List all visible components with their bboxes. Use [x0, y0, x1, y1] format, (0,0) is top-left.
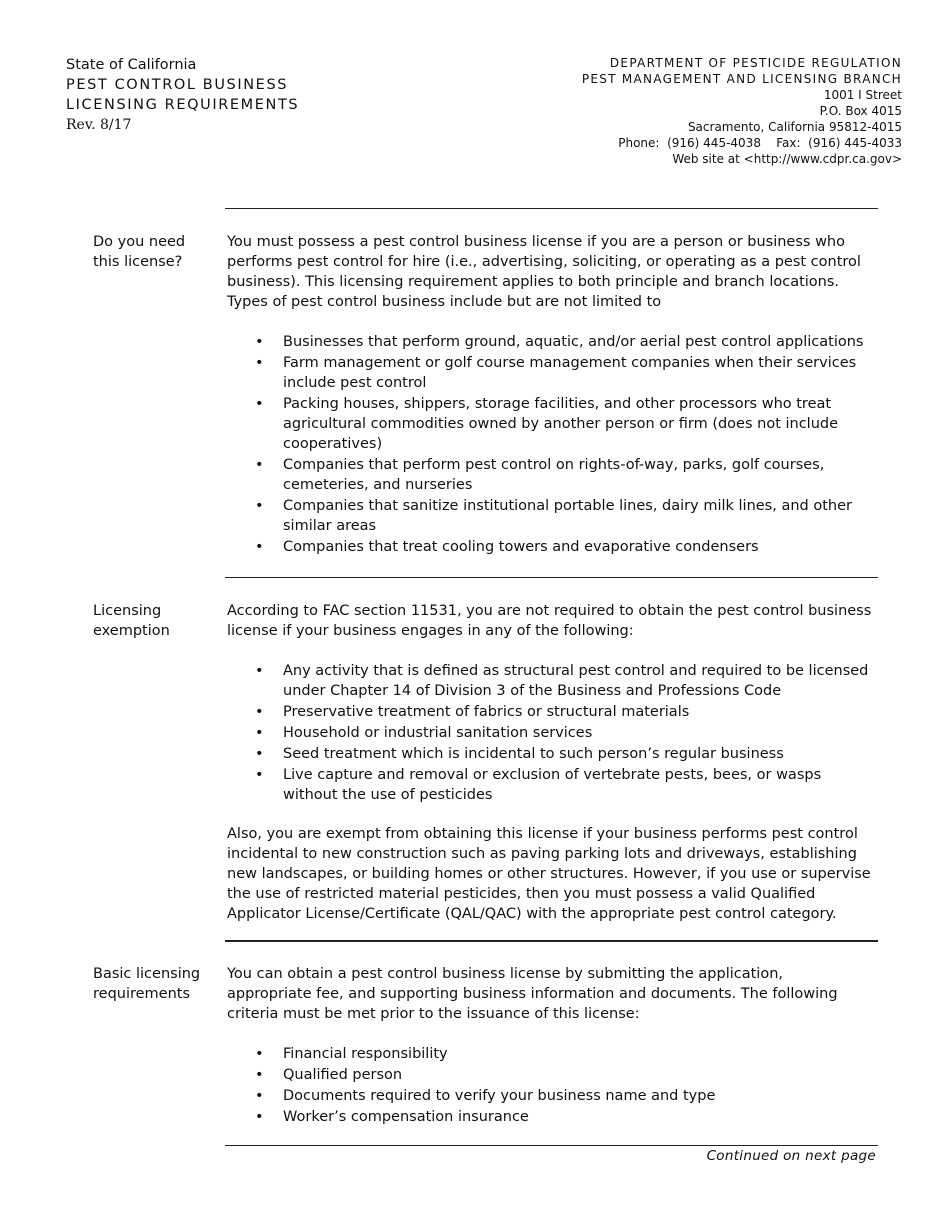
section-divider	[225, 577, 878, 578]
list-item: • Household or industrial sanitation services	[283, 723, 872, 743]
list-item: • Packing houses, shippers, storage facilities, and other processors who treat agricultural commodities owned by another person or firm (does not include cooperatives)	[283, 394, 872, 454]
bullet-list	[227, 332, 872, 557]
section-label: Basic licensing requirements	[93, 966, 201, 1002]
list-item: • Documents required to verify your business name and type	[283, 1086, 872, 1106]
section-divider	[225, 208, 878, 209]
city-state-zip: Sacramento, California 95812-4015	[687, 120, 902, 134]
website: Web site at <http://www.cdpr.ca.gov>	[672, 152, 902, 166]
phone-fax: Phone: (916) 445-4038 Fax: (916) 445-4033	[618, 136, 902, 150]
list-item: • Preservative treatment of fabrics or structural materials	[283, 702, 872, 722]
branch-name: PEST MANAGEMENT AND LICENSING BRANCH	[581, 72, 902, 86]
bullet-list	[227, 661, 872, 805]
header-right	[582, 55, 902, 167]
section-label: Licensing exemption	[93, 603, 170, 639]
list-item: • Live capture and removal or exclusion of vertebrate pests, bees, or wasps without the use of pesticides	[283, 765, 872, 805]
list-item: • Qualified person	[283, 1065, 872, 1085]
section-body	[227, 964, 872, 1128]
list-item: • Businesses that perform ground, aquatic, and/or aerial pest control applications	[283, 332, 872, 352]
section-intro: You can obtain a pest control business license by submitting the application, appropriate fee, and supporting business information and documents. The following criteria must be met prior to the issuance of this license:	[227, 966, 838, 1022]
list-item: • Any activity that is defined as structural pest control and required to be licensed under Chapter 14 of Division 3 of the Business and Professions Code	[283, 661, 872, 701]
document-title-line-2: LICENSING REQUIREMENTS	[66, 97, 300, 113]
list-item: • Companies that sanitize institutional portable lines, dairy milk lines, and other similar areas	[283, 496, 872, 536]
state-name: State of California	[66, 57, 197, 73]
list-item: • Financial responsibility	[283, 1044, 872, 1064]
department-name: DEPARTMENT OF PESTICIDE REGULATION	[609, 56, 902, 70]
revision-date: Rev. 8/17	[66, 117, 132, 133]
section-label: Do you need this license?	[93, 234, 186, 270]
header-left	[66, 55, 299, 135]
list-item: • Farm management or golf course management companies when their services include pest control	[283, 353, 872, 393]
po-box: P.O. Box 4015	[819, 104, 902, 118]
section-intro: You must possess a pest control business license if you are a person or business who performs pest control for hire (i.e., advertising, soliciting, or operating as a pest control business). This licensing requirement applies to both principle and branch locations. Types of pest control business include but are not limited to	[227, 234, 861, 310]
street-address: 1001 I Street	[823, 88, 902, 102]
section-divider	[225, 940, 878, 942]
document-title-line-1: PEST CONTROL BUSINESS	[66, 77, 289, 93]
section-body	[227, 601, 872, 924]
section-divider	[225, 1145, 878, 1146]
section-intro: According to FAC section 11531, you are not required to obtain the pest control business license if your business engages in any of the following:	[227, 603, 872, 639]
list-item: • Seed treatment which is incidental to such person’s regular business	[283, 744, 872, 764]
list-item: • Companies that perform pest control on rights-of-way, parks, golf courses, cemeteries, and nurseries	[283, 455, 872, 495]
list-item: • Worker’s compensation insurance	[283, 1107, 872, 1127]
section-closing: Also, you are exempt from obtaining this license if your business performs pest control incidental to new construction such as paving parking lots and driveways, establishing new landscapes, or building homes or other structures. However, if you use or supervise the use of restricted material pesticides, then you must possess a valid Qualified Applicator License/Certificate (QAL/QAC) with the appropriate pest control category.	[227, 826, 871, 922]
section-body	[227, 232, 872, 558]
bullet-list	[227, 1044, 872, 1127]
continued-note: Continued on next page	[706, 1148, 876, 1164]
list-item: • Companies that treat cooling towers and evaporative condensers	[283, 537, 872, 557]
